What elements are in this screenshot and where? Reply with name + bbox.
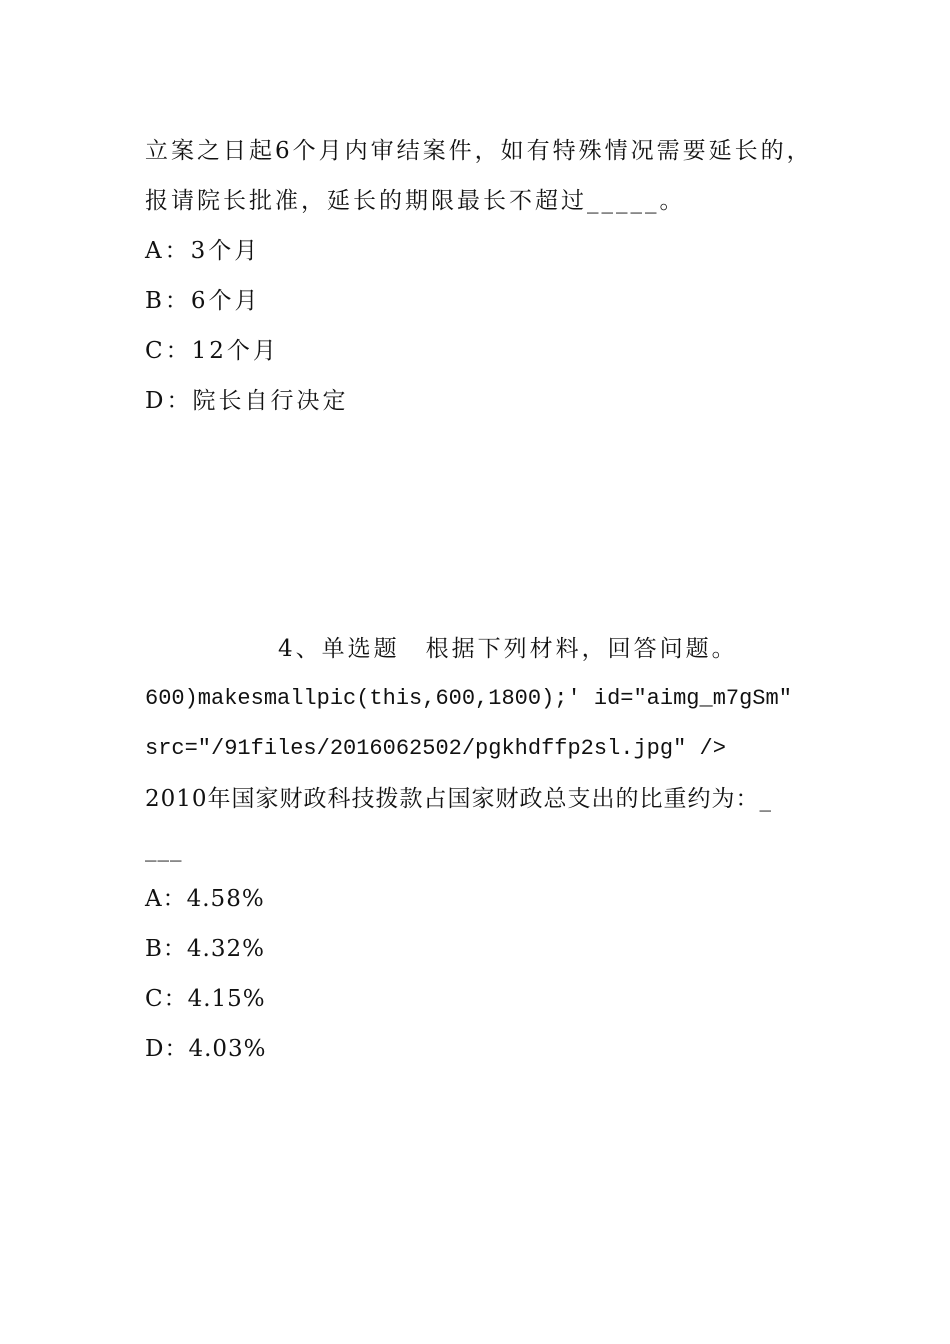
q3-option-d: D：院长自行决定	[145, 388, 349, 414]
q4-stem-line-2: ___	[145, 836, 183, 862]
q3-option-b: B：6个月	[145, 288, 261, 314]
q4-header: 4、单选题 根据下列材料，回答问题。	[278, 636, 738, 662]
q3-stem-line-1: 立案之日起6个月内审结案件，如有特殊情况需要延长的，	[145, 138, 813, 164]
q4-code-line-1: 600)makesmallpic(this,600,1800);' id="aimg_m7gSm"	[145, 686, 792, 711]
q4-option-a: A：4.58%	[145, 886, 265, 912]
q4-option-b: B：4.32%	[145, 936, 265, 962]
q4-stem-line-1: 2010年国家财政科技拨款占国家财政总支出的比重约为：_	[145, 786, 773, 812]
q3-option-c: C：12个月	[145, 338, 279, 364]
q3-stem-line-2: 报请院长批准，延长的期限最长不超过_____。	[145, 188, 686, 214]
q4-option-d: D：4.03%	[145, 1036, 267, 1062]
q3-option-a: A：3个月	[145, 238, 261, 264]
q4-option-c: C：4.15%	[145, 986, 266, 1012]
q4-code-line-2: src="/91files/2016062502/pgkhdffp2sl.jpg" />	[145, 736, 726, 761]
